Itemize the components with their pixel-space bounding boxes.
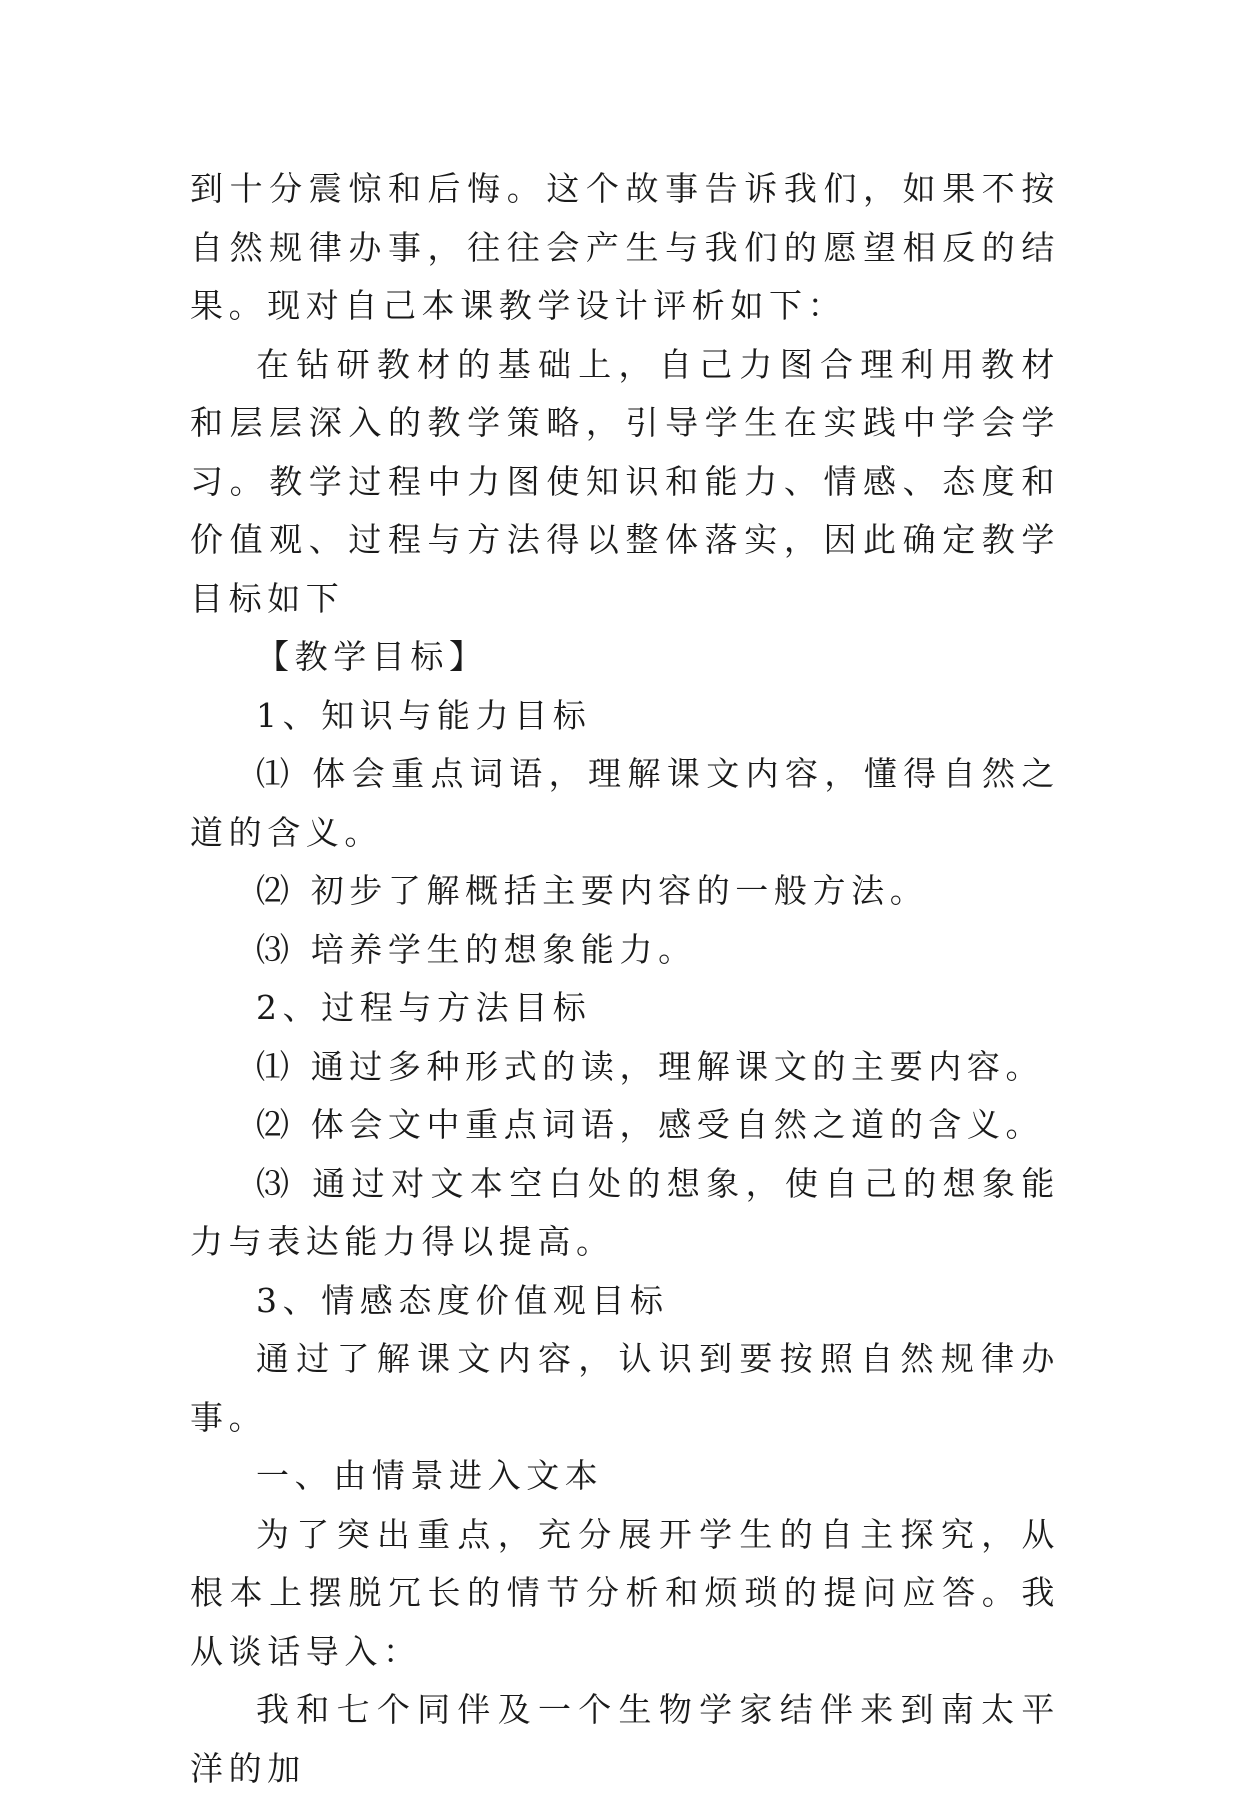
list-item: ⑵ 体会文中重点词语，感受自然之道的含义。	[256, 1105, 1045, 1144]
paragraph-design-intro: 在钻研教材的基础上，自己力图合理利用教材和层层深入的教学策略，引导学生在实践中学会学习。教学过程中力图使知识和能力、情感、态度和价值观、过程与方法得以整体落实，因此确定教学目标如下	[190, 344, 1060, 618]
list-item: ⑴ 体会重点词语，理解课文内容，懂得自然之道的含义。	[190, 754, 1060, 852]
list-item: ⑶ 通过对文本空白处的想象，使自己的想象能力与表达能力得以提高。	[190, 1163, 1060, 1261]
list-item: ⑴ 通过多种形式的读，理解课文的主要内容。	[256, 1046, 1045, 1086]
paragraph-story-start: 我和七个同伴及一个生物学家结伴来到南太平洋的加	[190, 1690, 1060, 1788]
goal-heading-knowledge: 1、知识与能力目标	[256, 695, 592, 735]
list-item: ⑵ 初步了解概括主要内容的一般方法。	[256, 871, 929, 910]
goal-heading-process: 2、过程与方法目标	[256, 988, 592, 1027]
paragraph-values-goal: 通过了解课文内容，认识到要按照自然规律办事。	[190, 1339, 1060, 1437]
goal-heading-values: 3、情感态度价值观目标	[256, 1280, 669, 1320]
section-heading-scenario: 一、由情景进入文本	[256, 1456, 604, 1495]
list-item: ⑶ 培养学生的想象能力。	[256, 929, 697, 969]
document-body	[190, 160, 1060, 1798]
paragraph-scenario-intro: 为了突出重点，充分展开学生的自主探究，从根本上摆脱冗长的情节分析和烦琐的提问应答。我从谈话导入：	[190, 1514, 1060, 1671]
paragraph-story-conclusion: 到十分震惊和后悔。这个故事告诉我们，如果不按自然规律办事，往往会产生与我们的愿望相反的结果。现对自己本课教学设计评析如下：	[190, 169, 1060, 325]
section-heading-teaching-goals: 【教学目标】	[256, 637, 488, 676]
